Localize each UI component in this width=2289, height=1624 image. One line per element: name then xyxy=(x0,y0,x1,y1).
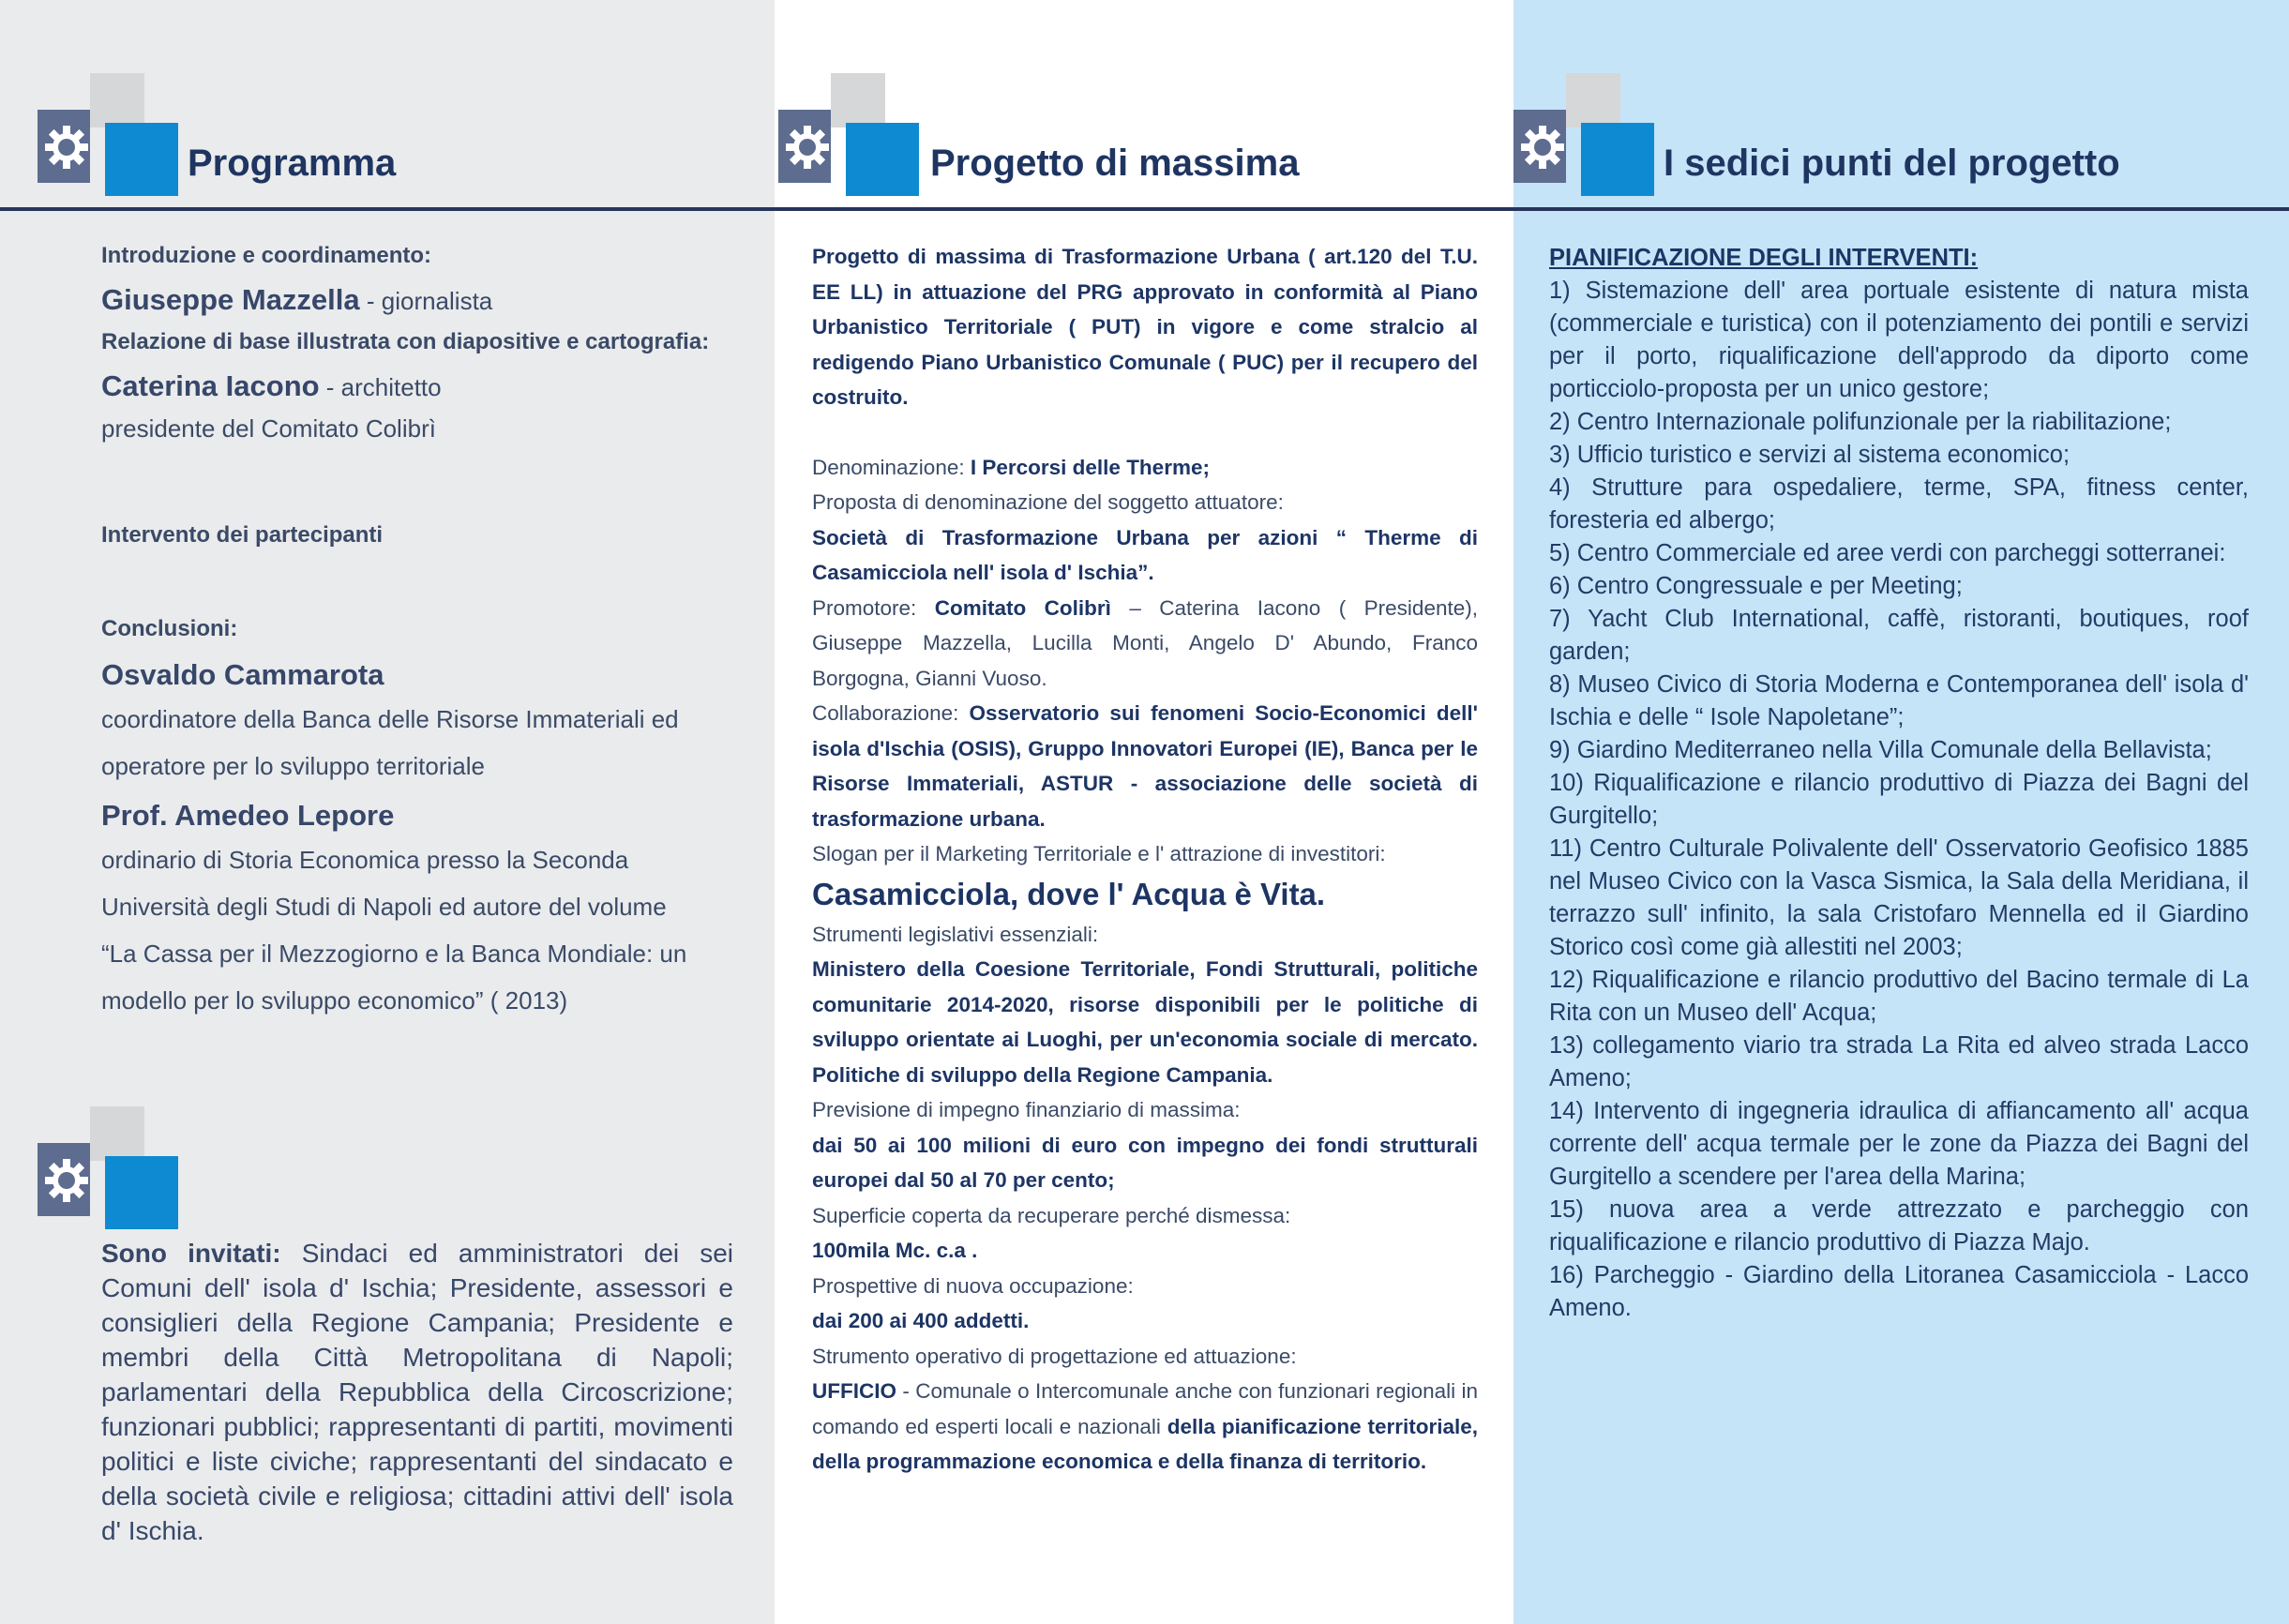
page-title-progetto: Progetto di massima xyxy=(930,143,1300,184)
list-item: 1) Sistemazione dell' area portuale esistente di natura mista (commerciale e turistica) con il potenziamento dei pontili e servizi per il porto, riqualificazione dell'approdo da diporto come porticciolo-proposta per un unico gestore; xyxy=(1549,278,2249,402)
strumenti-value: Ministero della Coesione Territoriale, Fondi Strutturali, politiche comunitarie 2014-2020, risorse disponibili per le politiche di sviluppo orientate ai Luoghi, per un'economia sociale di mercato. Politiche di sviluppo della Regione Campania. xyxy=(812,957,1478,1087)
speaker-name: Osvaldo Cammarota xyxy=(101,658,384,691)
strumento-value: UFFICIO - Comunale o Intercomunale anche con funzionari regionali in comando ed esperti locali e nazionali della pianificazione territoriale, della programmazione economica e della finanza di territorio. xyxy=(812,1379,1478,1473)
proposta-label: Proposta di denominazione del soggetto attuatore: xyxy=(812,490,1284,514)
collaborazione-row: Collaborazione: Osservatorio sui fenomeni Socio-Economici dell' isola d'Ischia (OSIS), Gruppo Innovatori Europei (IE), Banca per le Risorse Immateriali, ASTUR - associazione delle società di trasformazione urbana. xyxy=(812,701,1478,831)
logo-grey-square xyxy=(831,73,885,128)
page-title-programma: Programma xyxy=(188,143,397,184)
gear-icon xyxy=(1519,124,1566,171)
speaker-name: Giuseppe Mazzella xyxy=(101,283,360,316)
speaker-desc: Università degli Studi di Napoli ed autore del volume xyxy=(101,893,667,921)
logo-squares xyxy=(38,1106,178,1233)
logo-blue-square xyxy=(105,123,178,196)
slogan-label: Slogan per il Marketing Territoriale e l' attrazione di investitori: xyxy=(812,842,1386,865)
previsione-label: Previsione di impegno finanziario di massima: xyxy=(812,1098,1241,1121)
invitati-paragraph xyxy=(101,1236,733,1548)
logo-squares xyxy=(38,73,178,200)
list-item: 10) Riqualificazione e rilancio produttivo di Piazza dei Bagni del Gurgitello; xyxy=(1549,770,2249,829)
logo-grey-square xyxy=(90,1106,144,1161)
logo-grey-square xyxy=(1566,73,1620,128)
column-programma xyxy=(0,0,775,1624)
column-sedici-punti xyxy=(1513,0,2289,1624)
gear-icon xyxy=(43,124,90,171)
speaker-desc: modello per lo sviluppo economico” ( 2013) xyxy=(101,986,568,1015)
intro-label: Introduzione e coordinamento: xyxy=(101,243,431,268)
list-item: 13) collegamento viario tra strada La Rita ed alveo strada Lacco Ameno; xyxy=(1549,1032,2249,1091)
logo-blue-square xyxy=(846,123,919,196)
speaker-role: - architetto xyxy=(319,373,442,401)
speaker-desc: coordinatore della Banca delle Risorse Immateriali ed xyxy=(101,705,679,733)
progetto-body xyxy=(812,239,1478,1480)
logo-squares xyxy=(778,73,919,200)
proposta-value: Società di Trasformazione Urbana per azioni “ Therme di Casamicciola nell' isola d' Ischia”. xyxy=(812,525,1478,584)
logo-blue-square xyxy=(1581,123,1654,196)
slogan-value: Casamicciola, dove l' Acqua è Vita. xyxy=(812,876,1326,911)
list-item: 7) Yacht Club International, caffè, ristoranti, boutiques, roof garden; xyxy=(1549,606,2249,665)
speaker-desc: ordinario di Storia Economica presso la Seconda xyxy=(101,846,629,874)
interventi-list xyxy=(1549,275,2249,1325)
list-item: 3) Ufficio turistico e servizi al sistema economico; xyxy=(1549,442,2071,468)
list-item: 14) Intervento di ingegneria idraulica di affiancamento all' acqua corrente dell' acqua termale per le zone da Piazza dei Bagni del Gurgitello a scendere per l'area della Marina; xyxy=(1549,1098,2249,1190)
superficie-label: Superficie coperta da recuperare perché dismessa: xyxy=(812,1203,1291,1227)
conclusioni-label: Conclusioni: xyxy=(101,616,238,641)
speaker-desc: presidente del Comitato Colibrì xyxy=(101,414,436,443)
logo-blue-square xyxy=(105,1156,178,1229)
list-item: 11) Centro Culturale Polivalente dell' Osservatorio Geofisico 1885 nel Museo Civico con la Vasca Sismica, la Sala della Meridiana, il terrazzo sull' infinito, la sala Cristofaro Mennella ed il Giardino Storico così come già allestiti nel 2003; xyxy=(1549,835,2249,960)
relazione-label: Relazione di base illustrata con diapositive e cartografia: xyxy=(101,329,710,354)
list-item: 2) Centro Internazionale polifunzionale per la riabilitazione; xyxy=(1549,409,2172,435)
prospettive-value: dai 200 ai 400 addetti. xyxy=(812,1309,1030,1332)
list-item: 15) nuova area a verde attrezzato e parcheggio con riqualificazione e rilancio produttivo di Piazza Majo. xyxy=(1549,1196,2249,1256)
list-item: 12) Riqualificazione e rilancio produttivo del Bacino termale di La Rita con un Museo dell' Acqua; xyxy=(1549,967,2249,1026)
speaker-row xyxy=(101,283,739,317)
intro-paragraph: Progetto di massima di Trasformazione Urbana ( art.120 del T.U. EE LL) in attuazione del PRG approvato in conformità al Piano Urbanistico Territoriale ( PUT) in vigore e come stralcio al redigendo Piano Urbanistico Comunale ( PUC) per il recupero del costruito. xyxy=(812,245,1478,409)
invitati-label: Sono invitati: xyxy=(101,1239,281,1268)
denominazione-row: Denominazione: I Percorsi delle Therme; xyxy=(812,455,1210,479)
header-divider xyxy=(0,207,2289,211)
gear-icon xyxy=(43,1157,90,1204)
sedici-punti-body xyxy=(1549,242,2249,1325)
programma-body xyxy=(101,242,739,1024)
logo-grey-square xyxy=(90,73,144,128)
logo-squares xyxy=(1513,73,1654,200)
previsione-value: dai 50 ai 100 milioni di euro con impegno dei fondi strutturali europei dal 50 al 70 per cento; xyxy=(812,1133,1478,1192)
pianificazione-title: PIANIFICAZIONE DEGLI INTERVENTI: xyxy=(1549,245,1979,271)
page-title-sedici-punti: I sedici punti del progetto xyxy=(1664,143,2120,184)
list-item: 5) Centro Commerciale ed aree verdi con parcheggi sotterranei: xyxy=(1549,540,2226,566)
list-item: 4) Strutture para ospedaliere, terme, SPA, fitness center, foresteria ed albergo; xyxy=(1549,474,2249,534)
list-item: 16) Parcheggio - Giardino della Litoranea Casamicciola - Lacco Ameno. xyxy=(1549,1262,2249,1321)
superficie-value: 100mila Mc. c.a . xyxy=(812,1239,978,1262)
gear-icon xyxy=(784,124,831,171)
speaker-row xyxy=(101,369,739,403)
intervento-label: Intervento dei partecipanti xyxy=(101,522,384,548)
list-item: 6) Centro Congressuale e per Meeting; xyxy=(1549,573,1963,599)
speaker-name: Caterina Iacono xyxy=(101,369,320,402)
speaker-role: - giornalista xyxy=(359,287,493,315)
column-progetto-di-massima xyxy=(775,0,1513,1624)
list-item: 9) Giardino Mediterraneo nella Villa Comunale della Bellavista; xyxy=(1549,737,2212,763)
list-item: 8) Museo Civico di Storia Moderna e Contemporanea dell' isola d' Ischia e delle “ Isole Napoletane”; xyxy=(1549,671,2249,730)
speaker-desc: “La Cassa per il Mezzogiorno e la Banca Mondiale: un xyxy=(101,940,687,968)
promotore-row: Promotore: Comitato Colibrì – Caterina Iacono ( Presidente), Giuseppe Mazzella, Lucilla Monti, Angelo D' Abundo, Franco Borgogna, Gianni Vuoso. xyxy=(812,595,1478,690)
speaker-desc: operatore per lo sviluppo territoriale xyxy=(101,752,485,780)
prospettive-label: Prospettive di nuova occupazione: xyxy=(812,1273,1134,1298)
strumento-label: Strumento operativo di progettazione ed attuazione: xyxy=(812,1344,1297,1368)
speaker-name: Prof. Amedeo Lepore xyxy=(101,799,395,832)
invitati-text: Sindaci ed amministratori dei sei Comuni dell' isola d' Ischia; Presidente, assessori e consiglieri della Regione Campania; Presidente e membri della Città Metropolitana di Napoli; parlamentari della Repubblica della Circoscrizione; funzionari pubblici; rappresentanti di partiti, movimenti politici e liste civiche; rappresentanti del sindacato e della società civile e religiosa; cittadini attivi dell' isola d' Ischia. xyxy=(101,1239,734,1545)
strumenti-label: Strumenti legislativi essenziali: xyxy=(812,922,1099,946)
